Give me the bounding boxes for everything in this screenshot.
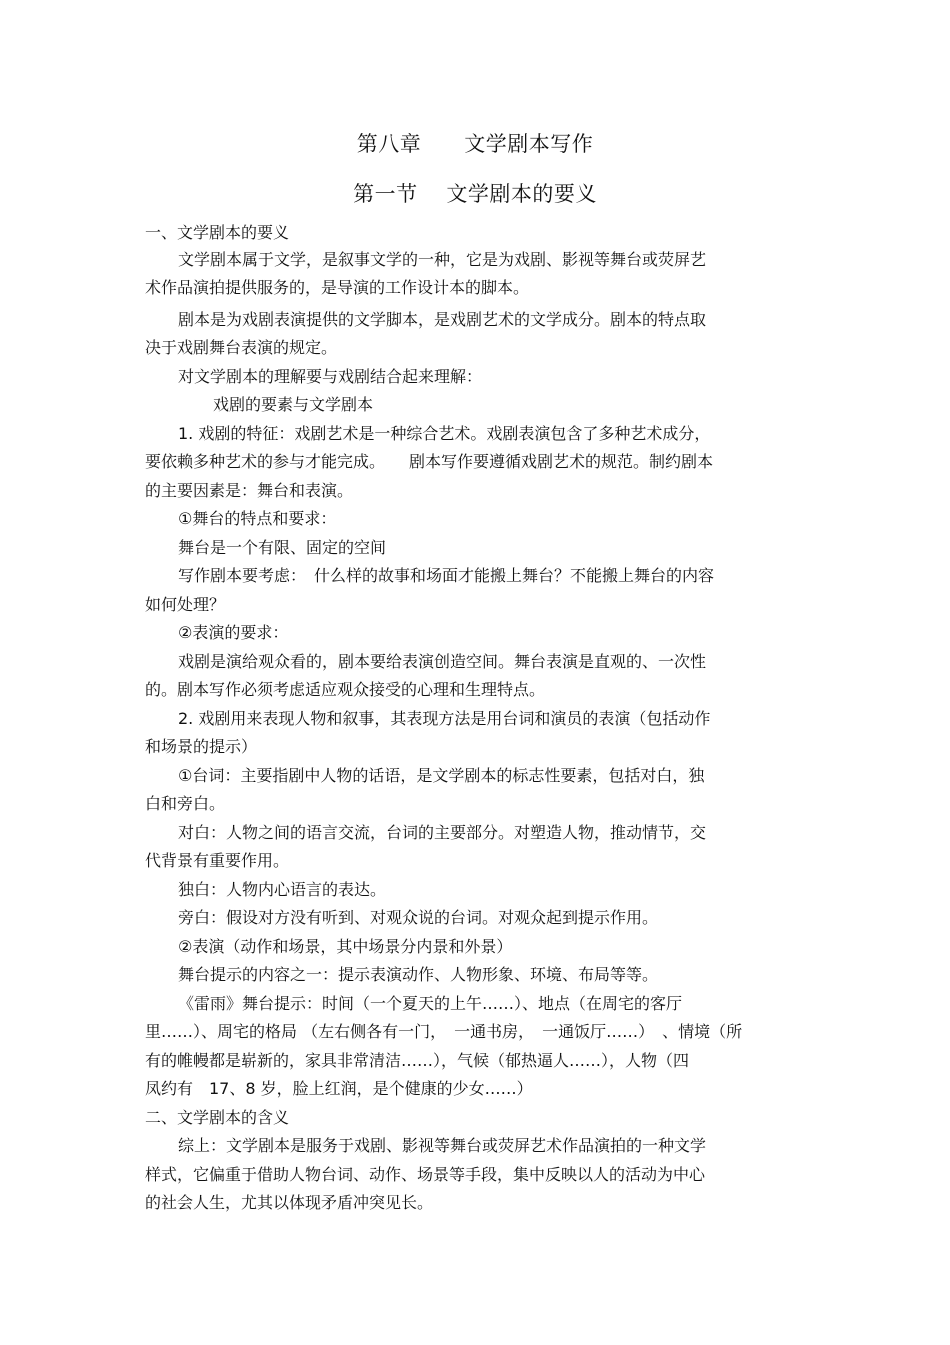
paragraph-line: 的主要因素是：舞台和表演。	[145, 481, 354, 500]
paragraph-line: ②表演的要求：	[178, 623, 289, 642]
paragraph-line: 独白：人物内心语言的表达。	[178, 880, 387, 899]
paragraph-line: ①舞台的特点和要求：	[178, 509, 337, 528]
paragraph-line: 《雷雨》舞台提示：时间（一个夏天的上午……）、地点（在周宅的客厅	[178, 994, 683, 1013]
paragraph-line: 里……）、周宅的格局 （左右侧各有一门， 一通书房， 一通饭厅……） 、情境（所	[145, 1022, 743, 1041]
paragraph-line: 凤约有 17、8 岁，脸上红润，是个健康的少女……）	[145, 1079, 533, 1098]
paragraph-line: 综上：文学剧本是服务于戏剧、影视等舞台或荧屏艺术作品演拍的一种文学	[178, 1136, 707, 1155]
paragraph-line: 对文学剧本的理解要与戏剧结合起来理解：	[178, 367, 483, 386]
paragraph-line: 和场景的提示）	[145, 737, 258, 756]
paragraph-line: 2. 戏剧用来表现人物和叙事，其表现方法是用台词和演员的表演（包括动作	[178, 709, 711, 728]
paragraph-line: ①台词：主要指剧中人物的话语，是文学剧本的标志性要素，包括对白，独	[178, 766, 705, 785]
paragraph-line: 舞台提示的内容之一：提示表演动作、人物形象、环境、布局等等。	[178, 965, 659, 984]
paragraph-line: 剧本是为戏剧表演提供的文学脚本，是戏剧艺术的文学成分。剧本的特点取	[178, 310, 707, 329]
chapter-title: 第八章 文学剧本写作	[356, 132, 594, 156]
paragraph-line: 的。剧本写作必须考虑适应观众接受的心理和生理特点。	[145, 680, 546, 699]
paragraph-line: 1. 戏剧的特征：戏剧艺术是一种综合艺术。戏剧表演包含了多种艺术成分，	[178, 424, 711, 443]
paragraph-line: 的社会人生，尤其以体现矛盾冲突见长。	[145, 1193, 434, 1212]
paragraph-line: 有的帷幔都是崭新的，家具非常清洁……），气候（郁热逼人……），人物（四	[145, 1051, 690, 1070]
paragraph-line: 写作剧本要考虑： 什么样的故事和场面才能搬上舞台？不能搬上舞台的内容	[178, 566, 715, 585]
section-title: 第一节 文学剧本的要义	[353, 182, 597, 206]
paragraph-line: 要依赖多种艺术的参与才能完成。 剧本写作要遵循戏剧艺术的规范。制约剧本	[145, 452, 714, 471]
paragraph-line: 如何处理？	[145, 595, 226, 614]
paragraph-line: ②表演（动作和场景，其中场景分内景和外景）	[178, 937, 513, 956]
paragraph-line: 戏剧是演给观众看的，剧本要给表演创造空间。舞台表演是直观的、一次性	[178, 652, 707, 671]
heading-2: 二、文学剧本的含义	[145, 1108, 290, 1127]
paragraph-line: 白和旁白。	[145, 794, 226, 813]
heading-1: 一、文学剧本的要义	[145, 223, 290, 242]
paragraph-line: 旁白：假设对方没有听到、对观众说的台词。对观众起到提示作用。	[178, 908, 659, 927]
paragraph-line: 文学剧本属于文学，是叙事文学的一种，它是为戏剧、影视等舞台或荧屏艺	[178, 250, 707, 269]
subheading-line: 戏剧的要素与文学剧本	[213, 395, 374, 414]
paragraph-line: 舞台是一个有限、固定的空间	[178, 538, 387, 557]
paragraph-line: 决于戏剧舞台表演的规定。	[145, 338, 338, 357]
paragraph-line: 代背景有重要作用。	[145, 851, 290, 870]
paragraph-line: 对白：人物之间的语言交流，台词的主要部分。对塑造人物，推动情节，交	[178, 823, 707, 842]
paragraph-line: 样式，它偏重于借助人物台词、动作、场景等手段，集中反映以人的活动为中心	[145, 1165, 706, 1184]
paragraph-line: 术作品演拍提供服务的，是导演的工作设计本的脚本。	[145, 278, 530, 297]
